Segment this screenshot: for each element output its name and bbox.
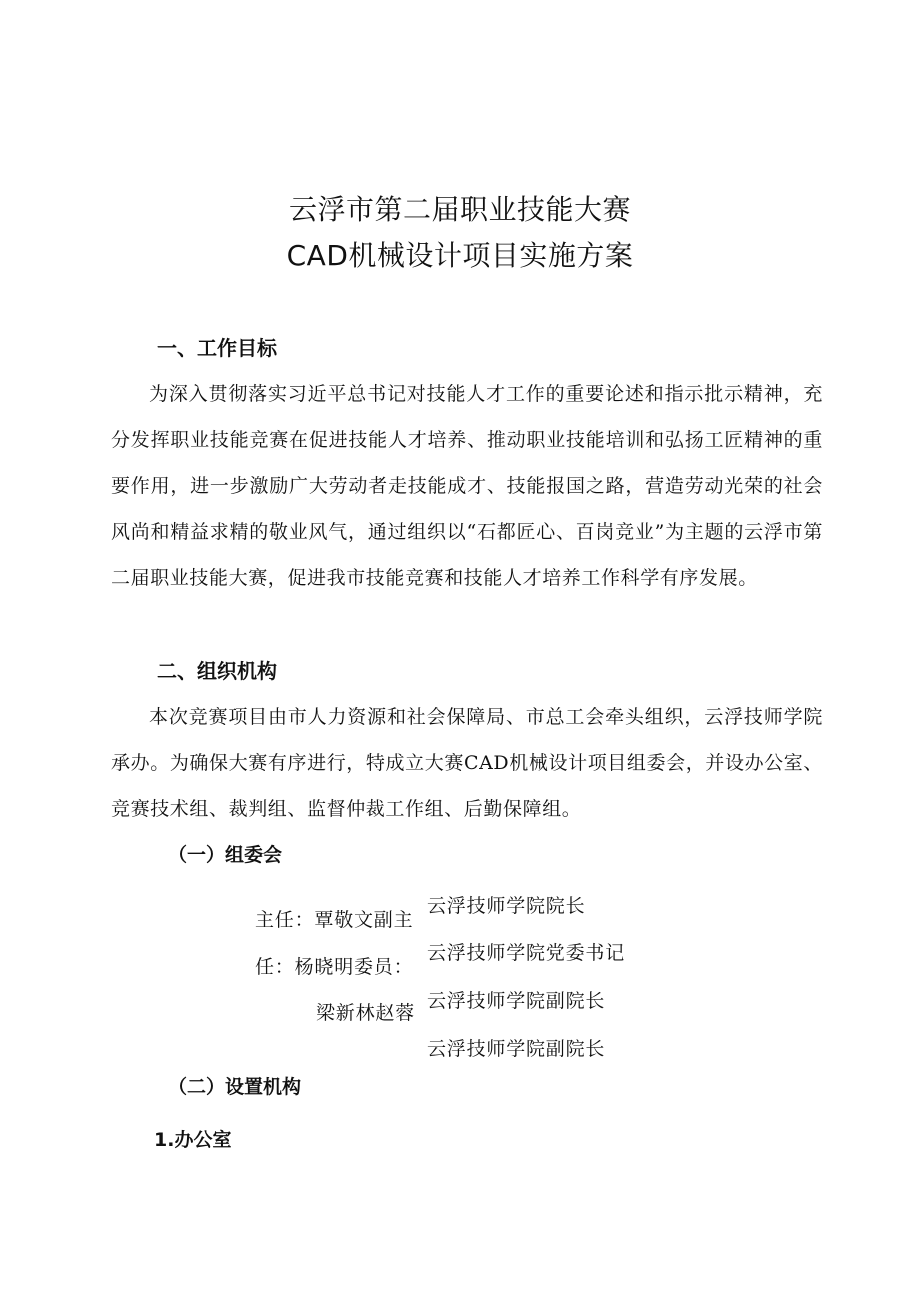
section2-paragraph: 本次竞赛项目由市人力资源和社会保障局、市总工会牵头组织，云浮技师学院承办。为确保大赛有序进行，特成立大赛CAD机械设计项目组委会，并设办公室、竞赛技术组、裁判组、监督仲裁工作组、后勤保障组。 (111, 706, 823, 820)
document-title-line1: 云浮市第二届职业技能大赛 (288, 193, 631, 226)
section1-paragraph: 为深入贯彻落实习近平总书记对技能人才工作的重要论述和指示批示精神，充分发挥职业技能竞赛在促进技能人才培养、推动职业技能培训和弘扬工匠精神的重要作用，进一步激励广大劳动者走技能成才、技能报国之路，营造劳动光荣的社会风尚和精益求精的敬业风气，通过组织以“石都匠心、百岗竞业”为主题的云浮市第二届职业技能大赛，促进我市技能竞赛和技能人才培养工作科学有序发展。 (111, 383, 823, 589)
committee-member-title: 云浮技师学院党委书记 (427, 942, 626, 964)
document-title-line2: CAD机械设计项目实施方案 (286, 239, 634, 272)
committee-member-title: 云浮技师学院院长 (427, 895, 586, 917)
committee-member-left-line: 主任：覃敬文副主 (255, 909, 414, 931)
committee-member-left-line: 梁新林赵蓉 (316, 1002, 416, 1024)
committee-member-title: 云浮技师学院副院长 (427, 1038, 606, 1060)
committee-heading: （一）组委会 (168, 844, 283, 866)
organization-setup-heading: （二）设置机构 (168, 1076, 302, 1098)
section1-heading: 一、工作目标 (157, 336, 277, 360)
office-item: 1.办公室 (154, 1129, 232, 1151)
committee-member-left-line: 任：杨晓明委员： (255, 956, 414, 978)
section2-heading: 二、组织机构 (157, 659, 277, 683)
committee-member-title: 云浮技师学院副院长 (427, 990, 606, 1012)
